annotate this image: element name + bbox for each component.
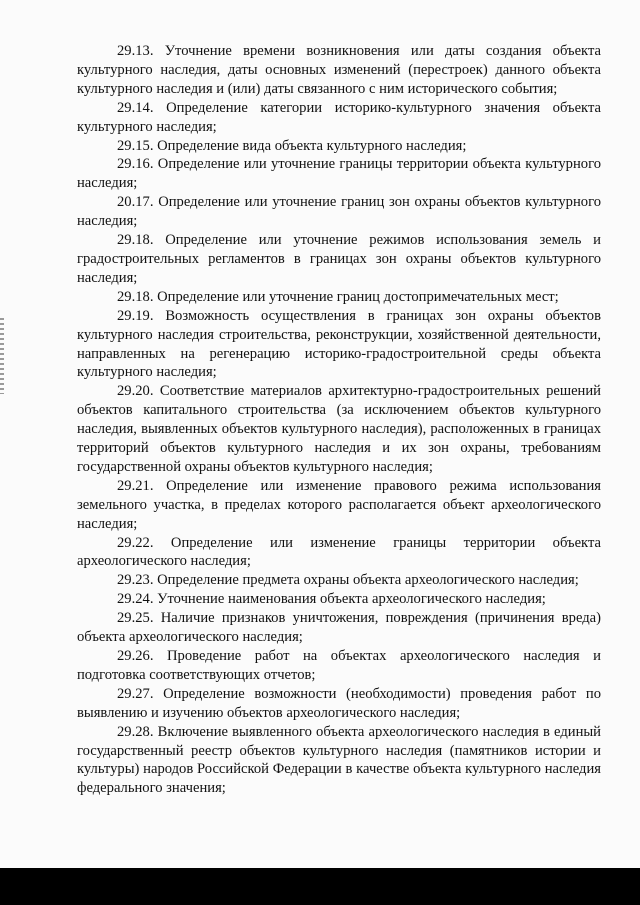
paragraph-29-14: 29.14. Определение категории историко-культурного значения объекта культурного наследия; — [77, 99, 601, 135]
paragraph-29-23: 29.23. Определение предмета охраны объекта археологического наследия; — [117, 572, 579, 589]
paragraph-29-25: 29.25. Наличие признаков уничтожения, повреждения (причинения вреда) объекта археологического наследия; — [77, 610, 601, 646]
paragraph-29-19: 29.19. Возможность осуществления в границах зон охраны объектов культурного наследия строительства, реконструкции, хозяйственной деятельности, направленных на регенерацию историко-градостроительной среды объекта культурного наследия; — [77, 307, 601, 381]
paragraph-29-18-places: 29.18. Определение или уточнение границ достопримечательных мест; — [117, 288, 559, 305]
scan-margin-mark — [0, 318, 4, 394]
paragraph-29-21: 29.21. Определение или изменение правового режима использования земельного участка, в пределах которого располагается объект археологического наследия; — [77, 477, 601, 532]
paragraph-29-24: 29.24. Уточнение наименования объекта археологического наследия; — [117, 591, 546, 608]
paragraph-29-16: 29.16. Определение или уточнение границы территории объекта культурного наследия; — [77, 156, 601, 192]
paragraph-29-15: 29.15. Определение вида объекта культурного наследия; — [117, 137, 467, 154]
paragraph-29-20: 29.20. Соответствие материалов архитектурно-градостроительных решений объектов капитального строительства (за исключением объектов культурного наследия, выявленных объектов культурного наследия), расположенных в границах территорий объектов культурного наследия и их зон охраны, требованиям государственной охраны объектов культурного наследия; — [77, 383, 601, 475]
paragraph-29-27: 29.27. Определение возможности (необходимости) проведения работ по выявлению и изучению объектов археологического наследия; — [77, 685, 601, 721]
paragraph-29-26: 29.26. Проведение работ на объектах археологического наследия и подготовка соответствующих отчетов; — [77, 648, 601, 683]
paragraph-29-22: 29.22. Определение или изменение границы территории объекта археологического наследия; — [77, 534, 601, 570]
paragraph-29-18-regimes: 29.18. Определение или уточнение режимов использования земель и градостроительных регламентов в границах зон охраны объектов культурного наследия; — [77, 232, 601, 286]
paragraph-29-13: 29.13. Уточнение времени возникновения или даты создания объекта культурного наследия, даты основных изменений (перестроек) данного объекта культурного наследия и (или) даты связанного с ним исторического события; — [77, 43, 601, 97]
paragraph-20-17: 20.17. Определение или уточнение границ зон охраны объектов культурного наследия; — [77, 194, 601, 230]
paragraph-29-28: 29.28. Включение выявленного объекта археологического наследия в единый государственный реестр объектов культурного наследия (памятников истории и культуры) народов Российской Федерации в качестве объекта культурного наследия федерального значения; — [77, 723, 601, 797]
document-body — [77, 42, 601, 798]
scan-bottom-border — [0, 868, 640, 905]
